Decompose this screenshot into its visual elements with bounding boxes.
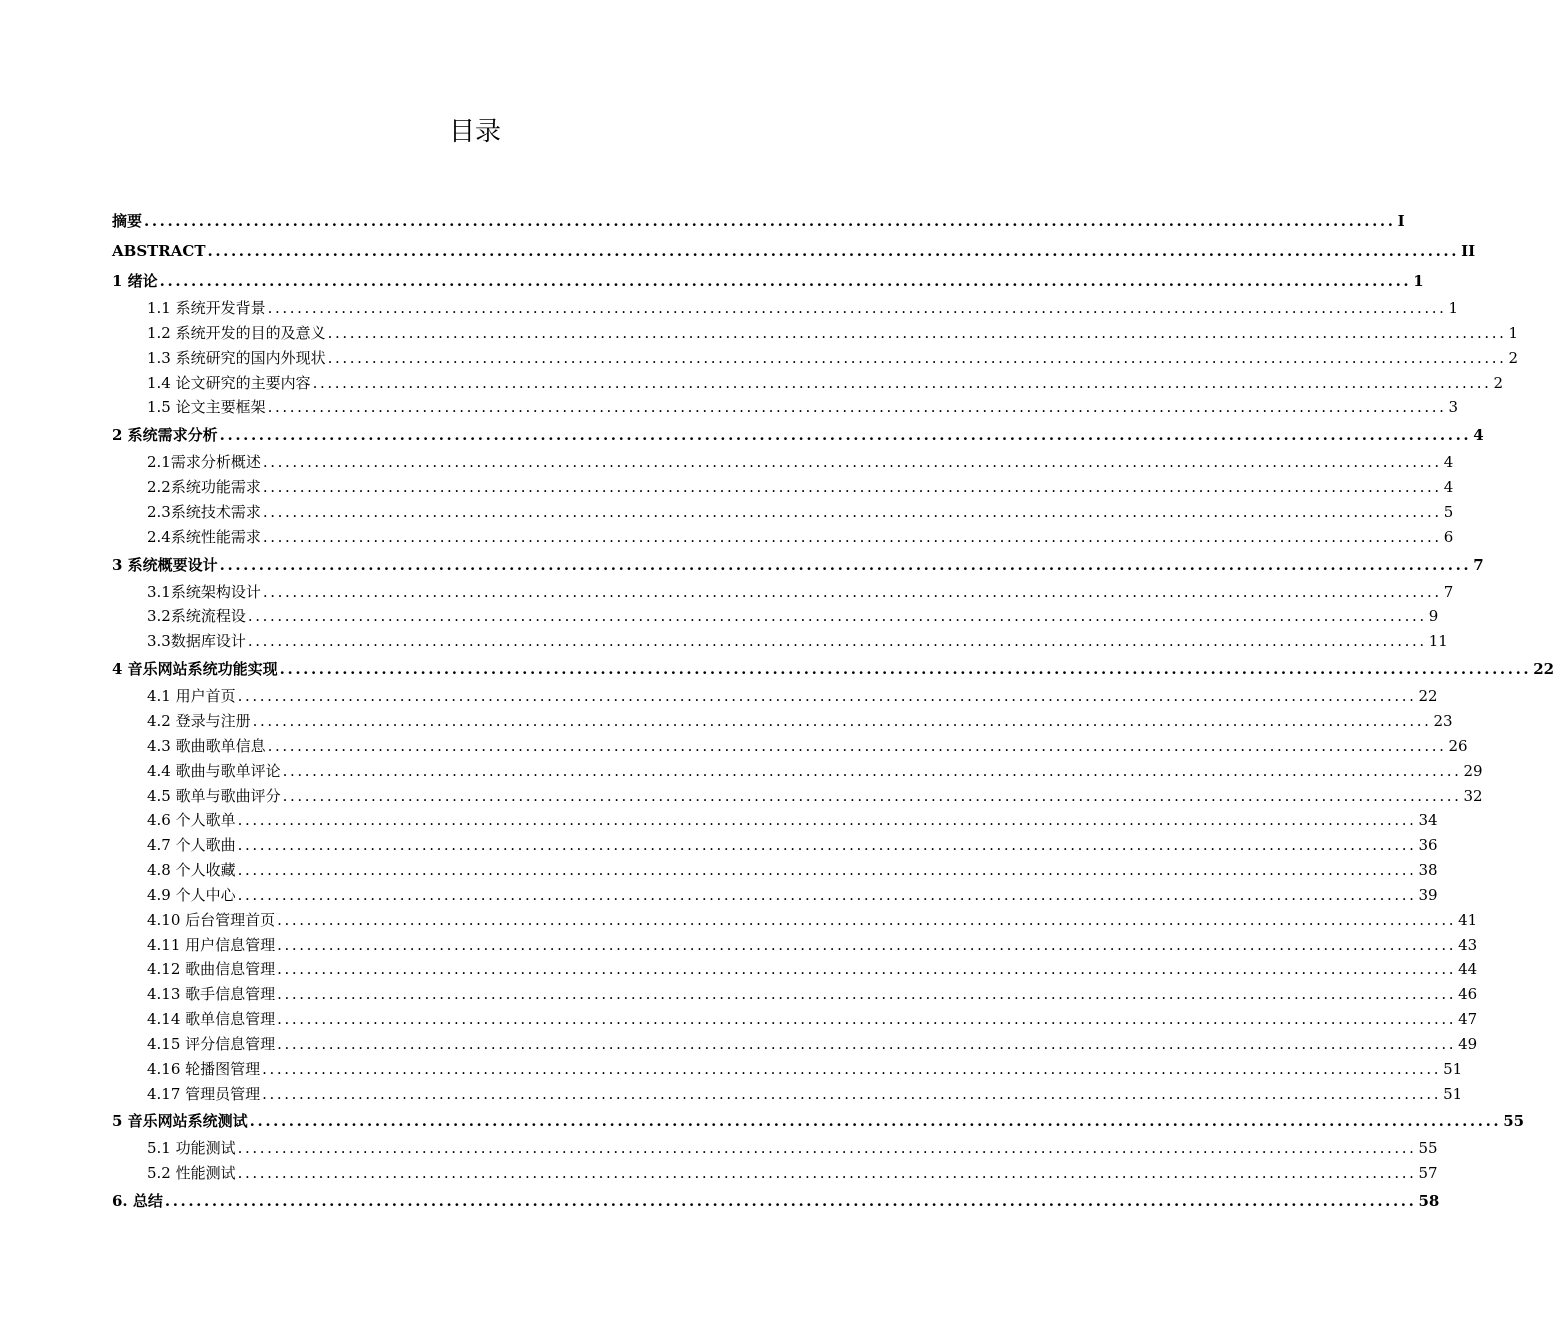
toc-leader-dots: ................................................................................................................................................................ [277,910,1457,929]
toc-entry-label: 4.9 个人中心 [147,885,236,904]
page-title: 目录 [448,117,501,147]
toc-entry-label: 1 绪论 [112,272,158,290]
toc-leader-dots: ................................................................................................................................................................ [277,935,1457,954]
toc-entry-label: 1.2 系统开发的目的及意义 [147,323,326,342]
toc-section-entry[interactable] [112,395,1459,420]
toc-leader-dots: ................................................................................................................................................................ [219,426,1472,445]
toc-page-number: 41 [1458,910,1478,929]
toc-leader-dots: ................................................................................................................................................................ [327,323,1507,342]
toc-section-entry[interactable] [112,296,1459,321]
toc-leader-dots: ................................................................................................................................................................ [247,632,1427,651]
toc-entry-label: 4.3 歌曲歌单信息 [147,736,266,755]
toc-leader-dots: ................................................................................................................................................................ [237,1139,1417,1158]
toc-page-number: 22 [1533,660,1554,679]
toc-leader-dots: ................................................................................................................................................................ [262,582,1442,601]
toc-leader-dots: ................................................................................................................................................................ [207,242,1460,260]
toc-page-number: 51 [1443,1059,1463,1078]
toc-page-number: 38 [1418,861,1438,880]
toc-page-number: 5 [1443,502,1454,521]
toc-section-entry[interactable] [112,604,1439,629]
toc-section-entry[interactable] [112,629,1448,654]
toc-entry-label: 3.1系统架构设计 [147,582,261,601]
toc-entry-label: 5.2 性能测试 [147,1164,236,1183]
toc-leader-dots: ................................................................................................................................................................ [277,960,1457,979]
toc-leader-dots: ................................................................................................................................................................ [219,555,1472,574]
toc-entry-label: 2.3系统技术需求 [147,502,261,521]
toc-entry-label: 摘要 [112,212,143,230]
toc-page-number: 7 [1443,582,1454,601]
toc-entry-label: 4 音乐网站系统功能实现 [112,660,278,679]
toc-entry-label: 4.13 歌手信息管理 [147,985,276,1004]
toc-section-entry[interactable] [112,1007,1478,1032]
toc-section-entry[interactable] [112,684,1438,709]
toc-leader-dots: ................................................................................................................................................................ [282,786,1462,805]
toc-entry-label: 4.16 轮播图管理 [147,1059,261,1078]
toc-section-entry[interactable] [112,709,1453,734]
toc-section-entry[interactable] [112,784,1483,809]
toc-page-number: 4 [1443,453,1454,472]
toc-entry-label: 4.4 歌曲与歌单评论 [147,761,281,780]
toc-page-number: 3 [1448,398,1459,417]
toc-page-number: 2 [1508,348,1519,367]
toc-leader-dots: ................................................................................................................................................................ [262,1084,1442,1103]
toc-page-number: 51 [1443,1084,1463,1103]
toc-leader-dots: ................................................................................................................................................................ [144,212,1396,230]
toc-leader-dots: ................................................................................................................................................................ [262,453,1442,472]
toc-entry-label: 4.2 登录与注册 [147,711,251,730]
toc-page-number: 4 [1473,426,1484,445]
toc-leader-dots: ................................................................................................................................................................ [237,861,1417,880]
toc-entry-label: 1.3 系统研究的国内外现状 [147,348,326,367]
toc-entry-label: 3 系统概要设计 [112,555,218,574]
toc-leader-dots: ................................................................................................................................................................ [237,836,1417,855]
toc-page-number: 39 [1418,885,1438,904]
toc-entry-label: 3.2系统流程设 [147,607,246,626]
toc-leader-dots: ................................................................................................................................................................ [327,348,1507,367]
toc-leader-dots: ................................................................................................................................................................ [237,811,1417,830]
toc-leader-dots: ................................................................................................................................................................ [262,1059,1442,1078]
toc-entry-label: 2.4系统性能需求 [147,527,261,546]
toc-section-entry[interactable] [112,883,1438,908]
toc-section-entry[interactable] [112,371,1504,396]
toc-chapter-entry[interactable] [112,1186,1440,1216]
toc-entry-label: 4.14 歌单信息管理 [147,1010,276,1029]
toc-leader-dots: ................................................................................................................................................................ [277,1034,1457,1053]
toc-section-entry[interactable] [112,734,1468,759]
table-of-contents [112,206,1554,1216]
toc-leader-dots: ................................................................................................................................................................ [249,1112,1502,1131]
toc-page-number: 32 [1463,786,1483,805]
toc-entry-label: 4.12 歌曲信息管理 [147,960,276,979]
toc-section-entry[interactable] [112,759,1483,784]
toc-page-number: 4 [1443,478,1454,497]
toc-section-entry[interactable] [112,500,1454,525]
toc-section-entry[interactable] [112,321,1519,346]
toc-section-entry[interactable] [112,525,1454,550]
toc-entry-label: 4.6 个人歌单 [147,811,236,830]
toc-entry-label: 4.1 用户首页 [147,687,236,706]
toc-leader-dots: ................................................................................................................................................................ [267,299,1447,317]
toc-page-number: 23 [1433,711,1453,730]
toc-section-entry[interactable] [112,982,1478,1007]
toc-leader-dots: ................................................................................................................................................................ [267,398,1447,417]
toc-entry-label: 4.5 歌单与歌曲评分 [147,786,281,805]
toc-chapter-entry[interactable] [112,654,1554,684]
toc-section-entry[interactable] [112,833,1438,858]
toc-page-number: 34 [1418,811,1438,830]
toc-section-entry[interactable] [112,1161,1438,1186]
toc-section-entry[interactable] [112,1032,1478,1057]
toc-page-number: 46 [1458,985,1478,1004]
toc-page-number: 57 [1418,1164,1438,1183]
toc-leader-dots: ................................................................................................................................................................ [277,1010,1457,1029]
toc-entry-label: 1.1 系统开发背景 [147,299,266,317]
toc-page-number: 11 [1428,632,1448,651]
toc-section-entry[interactable] [112,1057,1463,1082]
toc-entry-label: 1.5 论文主要框架 [147,398,266,417]
toc-entry-label: 2.2系统功能需求 [147,478,261,497]
toc-page-number: 55 [1418,1139,1438,1158]
toc-page-number: 49 [1458,1034,1478,1053]
toc-leader-dots: ................................................................................................................................................................ [267,736,1447,755]
toc-section-entry[interactable] [112,933,1478,958]
toc-entry-label: 2.1需求分析概述 [147,453,261,472]
toc-leader-dots: ................................................................................................................................................................ [237,687,1417,706]
toc-leader-dots: ................................................................................................................................................................ [164,1192,1417,1211]
toc-chapter-entry[interactable] [112,266,1424,296]
toc-leader-dots: ................................................................................................................................................................ [237,1164,1417,1183]
toc-entry-label: 4.10 后台管理首页 [147,910,276,929]
toc-section-entry[interactable] [112,450,1454,475]
toc-chapter-entry[interactable] [112,420,1484,450]
toc-section-entry[interactable] [112,1082,1463,1107]
toc-section-entry[interactable] [112,957,1478,982]
toc-page-number: 22 [1418,687,1438,706]
toc-entry-label: 4.8 个人收藏 [147,861,236,880]
toc-page-number: 58 [1418,1192,1440,1211]
toc-leader-dots: ................................................................................................................................................................ [237,885,1417,904]
toc-page-number: 47 [1458,1010,1478,1029]
toc-page-number: 2 [1493,373,1504,392]
toc-page-number: 55 [1503,1112,1525,1131]
toc-chapter-entry[interactable] [112,550,1484,580]
toc-page-number: II [1461,242,1476,260]
toc-page-number: 6 [1443,527,1454,546]
toc-leader-dots: ................................................................................................................................................................ [262,502,1442,521]
toc-leader-dots: ................................................................................................................................................................ [312,373,1492,392]
toc-page-number: 1 [1413,272,1424,290]
toc-section-entry[interactable] [112,475,1454,500]
toc-leader-dots: ................................................................................................................................................................ [279,660,1532,679]
toc-leader-dots: ................................................................................................................................................................ [252,711,1432,730]
toc-page-number: 9 [1428,607,1439,626]
toc-entry-label: ABSTRACT [112,242,206,260]
toc-entry-label: 5 音乐网站系统测试 [112,1112,248,1131]
toc-entry-label: 4.15 评分信息管理 [147,1034,276,1053]
toc-entry-label: 5.1 功能测试 [147,1139,236,1158]
toc-page-number: 1 [1508,323,1519,342]
toc-page-number: 26 [1448,736,1468,755]
toc-section-entry[interactable] [112,858,1438,883]
toc-chapter-entry[interactable] [112,236,1476,266]
toc-section-entry[interactable] [112,908,1478,933]
toc-page-number: 29 [1463,761,1483,780]
toc-entry-label: 4.7 个人歌曲 [147,836,236,855]
toc-entry-label: 4.11 用户信息管理 [147,935,276,954]
toc-page-number: 7 [1473,555,1484,574]
toc-entry-label: 1.4 论文研究的主要内容 [147,373,311,392]
toc-page-number: I [1397,212,1405,230]
toc-chapter-entry[interactable] [112,1106,1525,1136]
toc-chapter-entry[interactable] [112,206,1405,236]
toc-leader-dots: ................................................................................................................................................................ [277,985,1457,1004]
toc-leader-dots: ................................................................................................................................................................ [247,607,1427,626]
toc-page-number: 43 [1458,935,1478,954]
toc-entry-label: 2 系统需求分析 [112,426,218,445]
toc-leader-dots: ................................................................................................................................................................ [262,527,1442,546]
toc-page-number: 44 [1458,960,1478,979]
toc-page-number: 1 [1448,299,1459,317]
toc-entry-label: 4.17 管理员管理 [147,1084,261,1103]
toc-leader-dots: ................................................................................................................................................................ [282,761,1462,780]
toc-section-entry[interactable] [112,808,1438,833]
toc-entry-label: 6. 总结 [112,1192,163,1211]
toc-leader-dots: ................................................................................................................................................................ [262,478,1442,497]
toc-section-entry[interactable] [112,580,1454,605]
toc-section-entry[interactable] [112,1136,1438,1161]
toc-page-number: 36 [1418,836,1438,855]
toc-leader-dots: ................................................................................................................................................................ [159,272,1412,290]
toc-section-entry[interactable] [112,346,1519,371]
toc-entry-label: 3.3数据库设计 [147,632,246,651]
